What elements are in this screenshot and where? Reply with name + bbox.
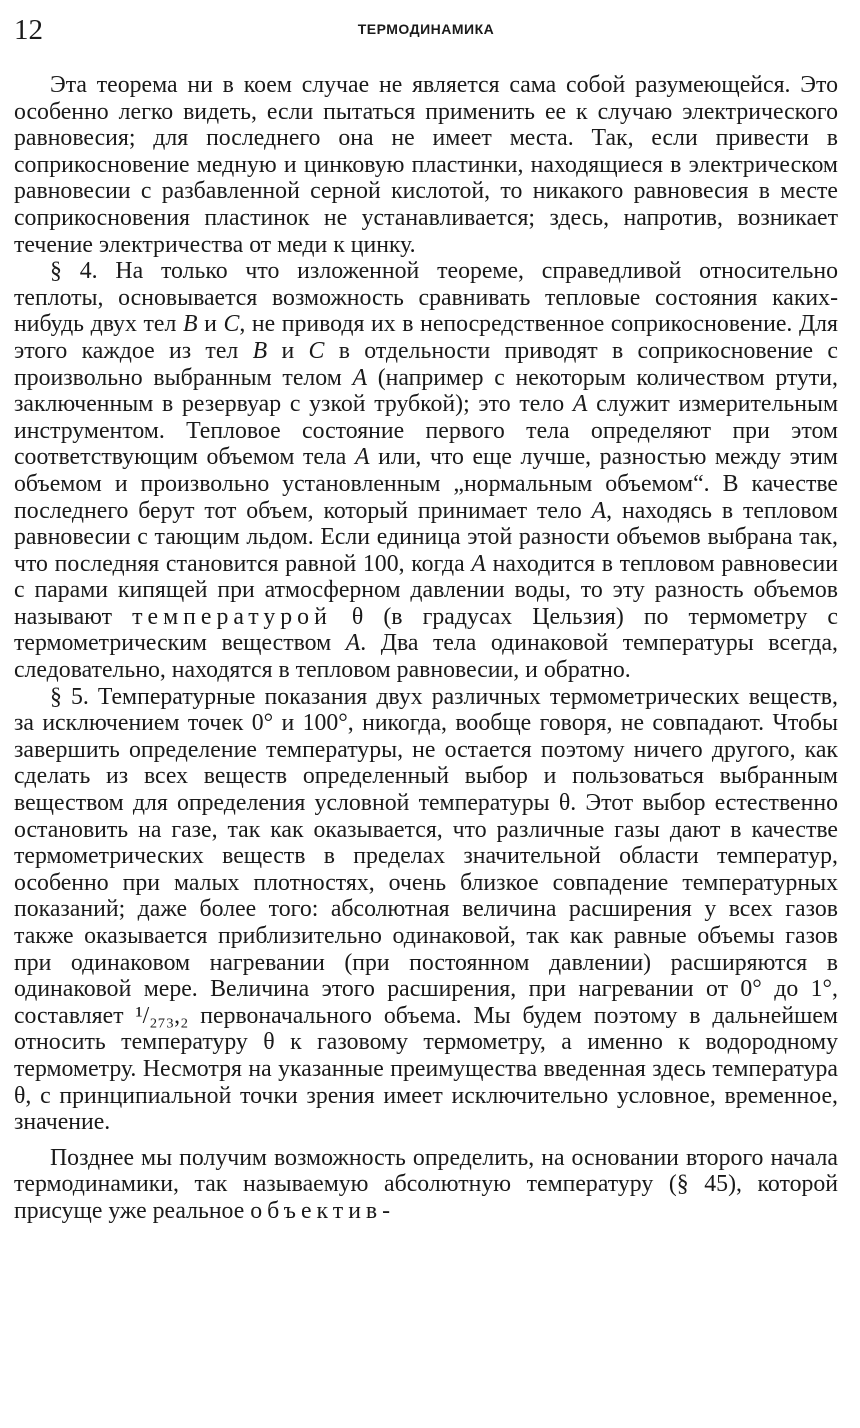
text-run: § 4. На только что изложенной теореме, справедливой относительно теплоты, основывается возможность сравнивать тепловые состояния каких-нибудь двух тел bbox=[14, 258, 838, 338]
text-run: , не приводя их в непосредственное соприкосновение. Для этого каждое из тел bbox=[14, 311, 839, 364]
text-run: и bbox=[267, 337, 309, 364]
body-text bbox=[14, 72, 838, 1225]
italic-symbol: A bbox=[352, 364, 368, 391]
paragraph bbox=[14, 72, 838, 258]
text-run: § 5. Температурные показания двух различных термометрических веществ, за исключением точек 0° и 100°, никогда, вообще говоря, не совпадают. Чтобы завершить определение температуры, не остается поэтому ничего другого, как сделать из всех веществ определенный выбор и пользоваться выбранным веществом для определения условной температуры θ. Этот выбор естественно остановить на газе, так как оказывается, что различные газы дают в качестве термометрических веществ в пределах значительной области температур, особенно при малых плотностях, очень близкое совпадение температурных показаний; даже более того: абсолютная величина расширения у всех газов также оказывается приблизительно одинаковой, так как равные объемы газов при одинаковом нагревании (при постоянном давлении) расширяются в одинаковой мере. Величина этого расширения, при нагревании от 0° до 1°, составляет ¹/₂₇₃,₂ первоначального объема. Мы будем поэтому в дальнейшем относить температуру θ к газовому термометру, а именно к водородному термометру. Несмотря на указанные преимущества введенная здесь температура θ, с принципиальной точки зрения имеет исключительно условное, временное, значение. bbox=[14, 683, 838, 1136]
text-run: Позднее мы получим возможность определить, на основании второго начала термодинамики, так называемую абсолютную температуру (§ 45), которой присуще уже реальное bbox=[14, 1144, 838, 1224]
text-run: θ (в градусах Цельзия) по термометру с термометрическим веществом bbox=[14, 603, 838, 657]
italic-symbol: C bbox=[308, 337, 325, 364]
italic-symbol: A bbox=[591, 497, 607, 524]
text-run: служит измерительным инструментом. Тепловое состояние первого тела определяют при этом соответствующим объемом тела bbox=[14, 391, 838, 471]
italic-symbol: A bbox=[572, 391, 588, 418]
italic-symbol: A bbox=[345, 630, 361, 657]
running-head: ТЕРМОДИНАМИКА bbox=[357, 21, 495, 37]
paragraph bbox=[14, 684, 838, 1136]
italic-symbol: A bbox=[471, 550, 486, 577]
text-run: , находясь в тепловом равновесии с тающим льдом. Если единица этой разности объемов выбрана так, что последняя становится равной 100, когда bbox=[14, 497, 838, 577]
text-run: или, что еще лучше, разностью между этим объемом и произвольно установленным „нормальным объемом“. В качестве последнего берут тот объем, который принимает тело bbox=[14, 444, 838, 524]
italic-symbol: B bbox=[252, 337, 268, 364]
text-run: (например с некоторым количеством ртути, заключенным в резервуар с узкой трубкой); это тело bbox=[14, 364, 838, 418]
paragraph bbox=[14, 258, 838, 684]
italic-symbol: C bbox=[223, 311, 240, 338]
text-run: . Два тела одинаковой температуры всегда, следовательно, находятся в тепловом равновесии, и обратно. bbox=[14, 630, 838, 684]
page-number: 12 bbox=[14, 14, 43, 46]
italic-symbol: A bbox=[354, 444, 370, 471]
page-header bbox=[14, 0, 838, 58]
italic-symbol: B bbox=[182, 311, 198, 338]
text-run: Эта теорема ни в коем случае не является сама собой разумеющейся. Это особенно легко видеть, если пытаться применить ее к случаю электрического равновесия; для последнего она не имеет места. Так, если привести в соприкосновение медную и цинковую пластинки, находящиеся в электрическом равновесии с разбавленной серной кислотой, то никакого равновесия в месте соприкосновения пластинок не устанавливается; здесь, напротив, возникает течение электричества от меди к цинку. bbox=[14, 72, 838, 258]
text-run: в отдельности приводят в соприкосновение с произвольно выбранным телом bbox=[14, 337, 838, 391]
paragraph bbox=[14, 1145, 838, 1225]
spaced-emphasis: объектив- bbox=[250, 1197, 396, 1224]
text-run: и bbox=[197, 311, 224, 338]
text-run: находится в тепловом равновесии с парами кипящей при атмосферном давлении воды, то эту разность объемов называют bbox=[14, 550, 838, 630]
spaced-emphasis: температурой bbox=[132, 603, 332, 630]
